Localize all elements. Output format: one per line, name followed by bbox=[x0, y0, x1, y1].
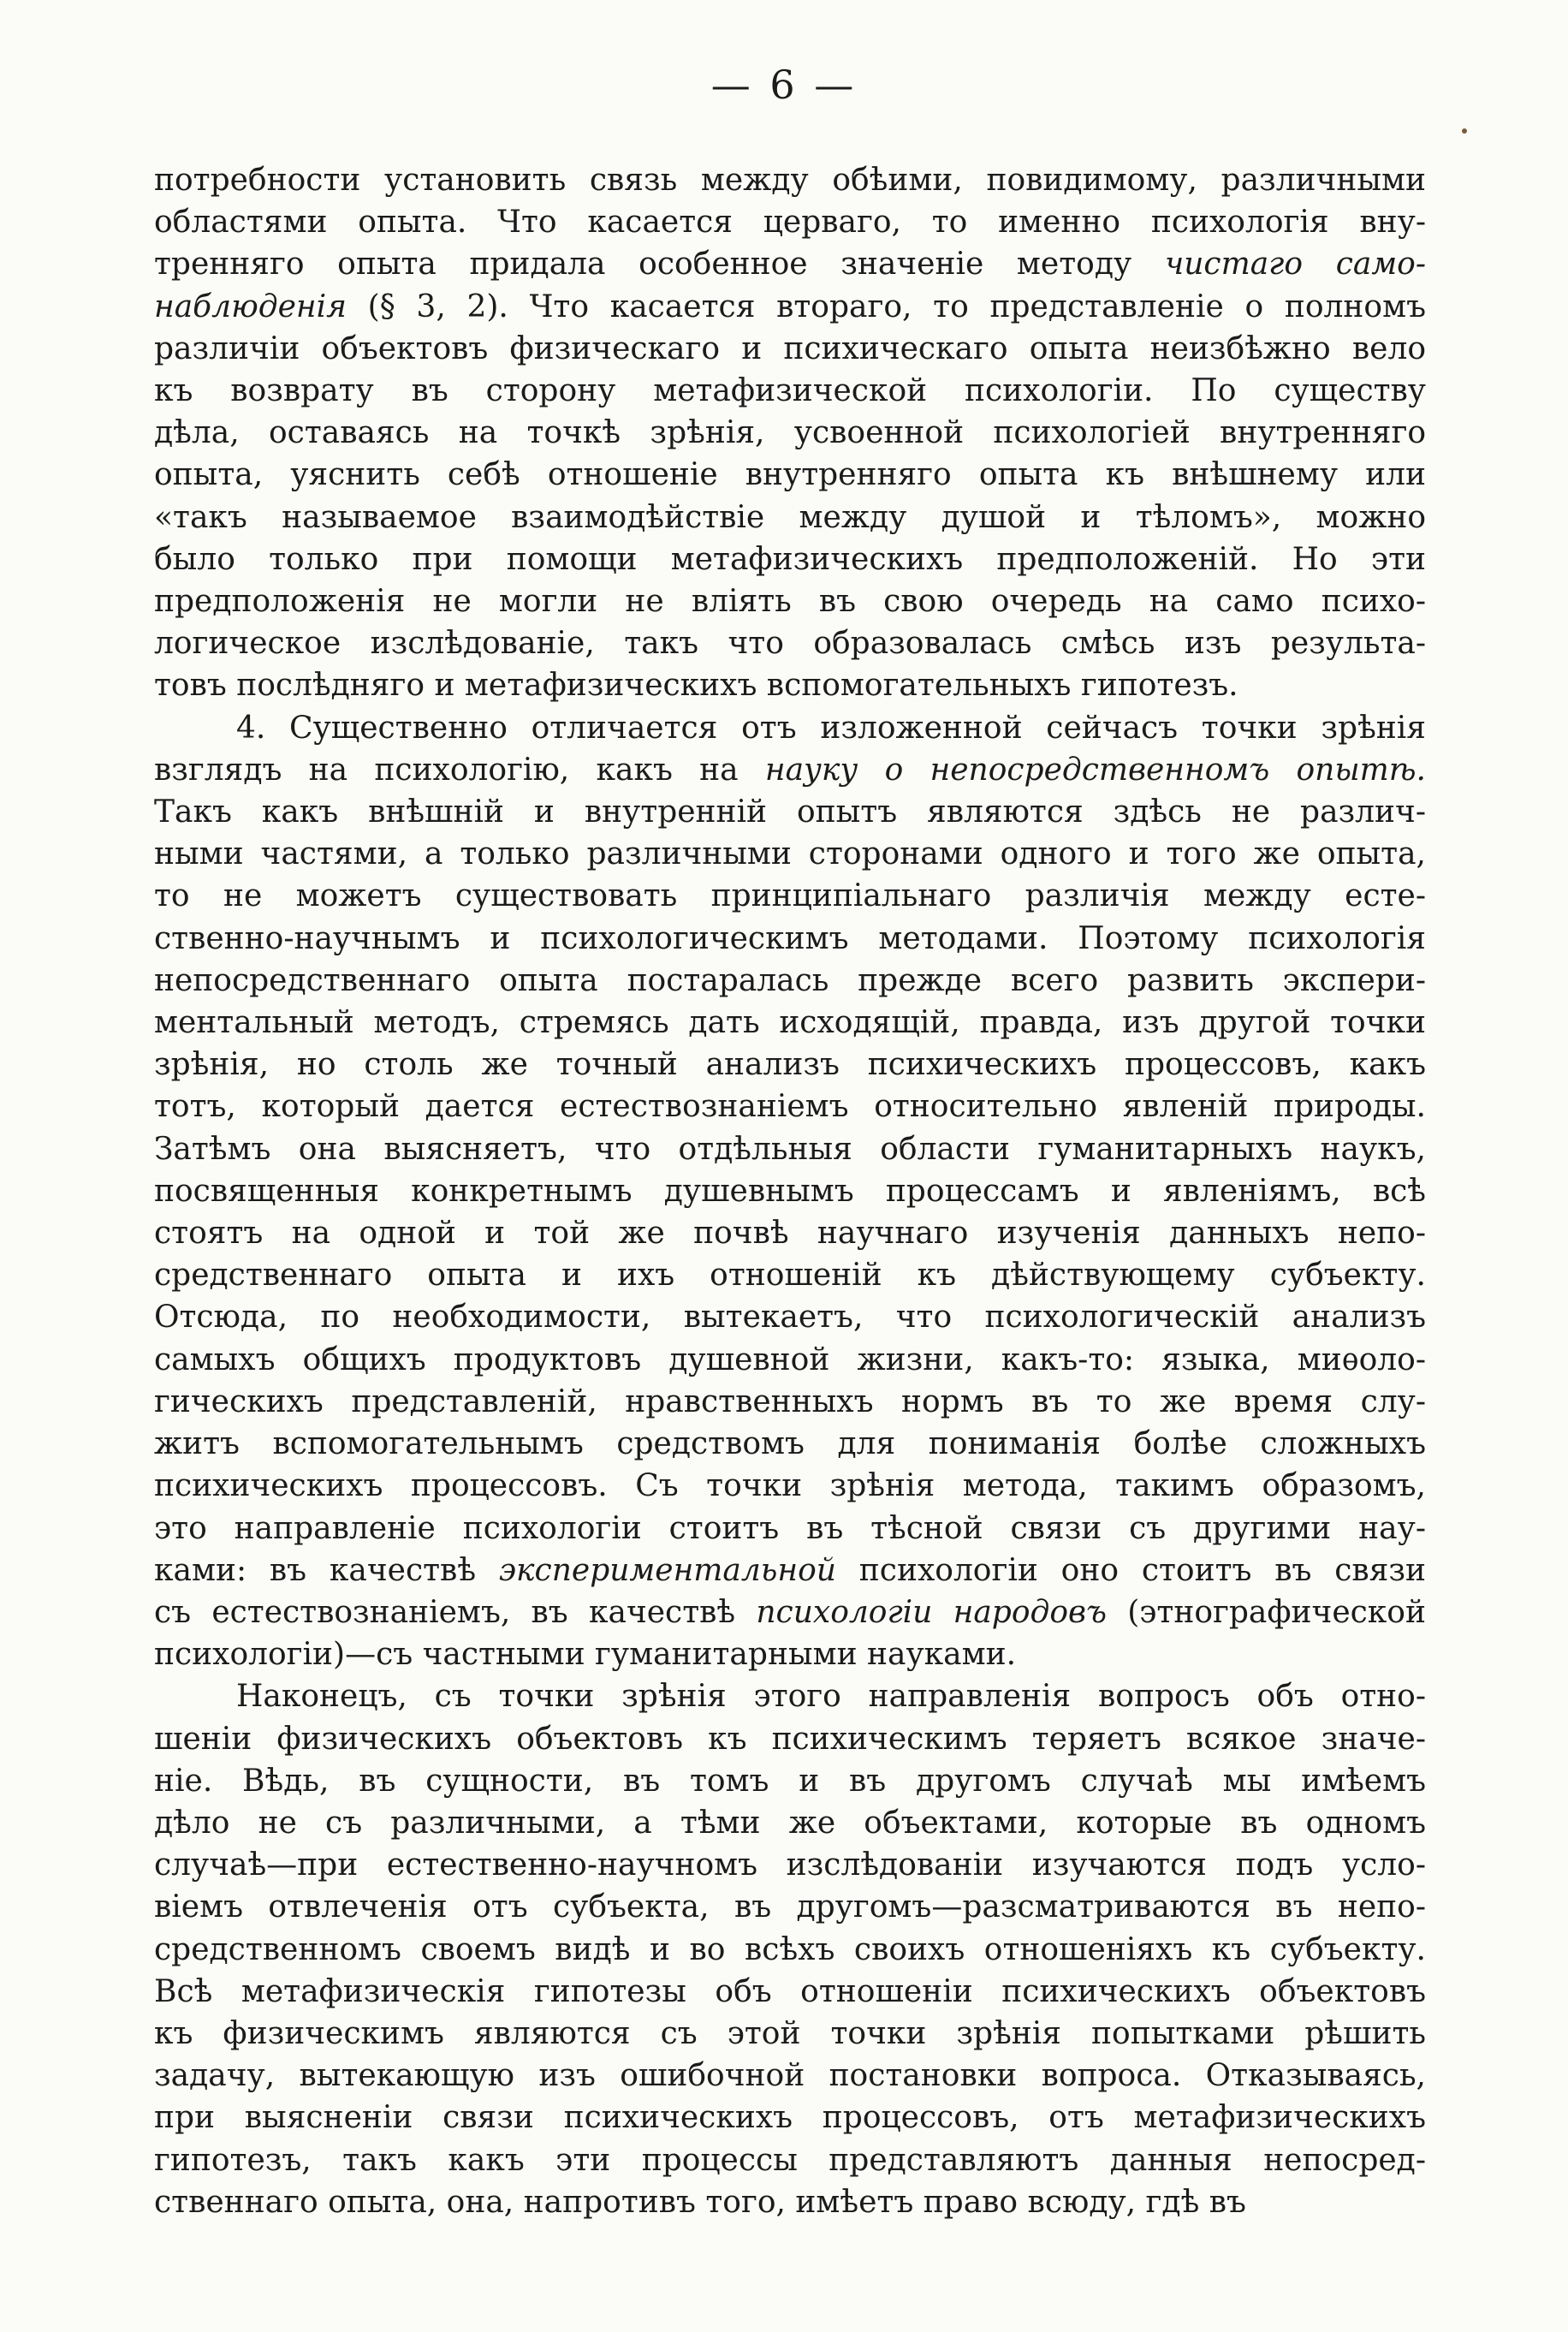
text-line bbox=[154, 2055, 1426, 2097]
text-line bbox=[154, 286, 1426, 328]
text-span: психологіи оно стоитъ въ связи bbox=[835, 1552, 1427, 1588]
text-line bbox=[154, 1339, 1426, 1381]
text-span: предположенія не могли не влiять въ свою очередь на само психо- bbox=[154, 584, 1426, 620]
text-line bbox=[154, 1802, 1426, 1844]
text-line bbox=[154, 1675, 1426, 1717]
text-span: Такъ какъ внѣшній и внутренній опытъ являются здѣсь не различ- bbox=[154, 794, 1426, 830]
text-span: Отсюда, по необходимости, вытекаетъ, что психологическій анализъ bbox=[154, 1300, 1426, 1336]
text-span: ніе. Вѣдь, въ сущности, въ томъ и въ другомъ случаѣ мы имѣемъ bbox=[154, 1763, 1426, 1799]
text-line bbox=[154, 412, 1426, 454]
text-line bbox=[154, 1508, 1426, 1550]
text-line bbox=[154, 454, 1426, 496]
text-line bbox=[154, 2097, 1426, 2139]
text-span: 4. Существенно отличается отъ изложенной сейчасъ точки зрѣнія bbox=[236, 710, 1426, 746]
text-span: тренняго опыта придала особенное значеніе методу bbox=[154, 247, 1165, 283]
paragraph bbox=[154, 159, 1426, 707]
italic-text: психологіи народовъ bbox=[756, 1594, 1107, 1630]
text-line bbox=[154, 1044, 1426, 1086]
text-line bbox=[154, 1886, 1426, 1928]
text-line bbox=[154, 1718, 1426, 1760]
text-span: непосредственнаго опыта постаралась прежде всего развить экспери- bbox=[154, 962, 1426, 998]
text-line bbox=[154, 2013, 1426, 2055]
text-line bbox=[154, 1465, 1426, 1507]
text-span: логическое изслѣдованіе, такъ что образовалась смѣсь изъ результа- bbox=[154, 626, 1426, 662]
text-line bbox=[154, 1971, 1426, 2013]
text-span: средственнаго опыта и ихъ отношеній къ дѣйствующему субъекту. bbox=[154, 1258, 1426, 1294]
italic-text: экспериментальной bbox=[498, 1552, 836, 1588]
text-line bbox=[154, 370, 1426, 412]
italic-text: наблюденія bbox=[154, 289, 347, 324]
text-line bbox=[154, 1296, 1426, 1338]
text-line bbox=[154, 580, 1426, 622]
text-line bbox=[154, 749, 1426, 791]
text-line bbox=[154, 1760, 1426, 1802]
italic-text: чистаго само- bbox=[1164, 247, 1427, 283]
text-line bbox=[154, 2181, 1426, 2223]
text-span: Всѣ метафизическія гипотезы объ отношеніи психическихъ объектовъ bbox=[154, 1973, 1426, 2009]
text-span: самыхъ общихъ продуктовъ душевной жизни, какъ-то: языка, миѳоло- bbox=[154, 1341, 1426, 1377]
text-span: (§ 3, 2). Что касается втораго, то представленіе о полномъ bbox=[346, 289, 1426, 324]
text-line bbox=[154, 1929, 1426, 1971]
text-span: ственно-научнымъ и психологическимъ методами. Поэтому психологія bbox=[154, 920, 1426, 956]
text-span: случаѣ—при естественно-научномъ изслѣдованіи изучаются подъ усло- bbox=[154, 1847, 1426, 1883]
body-text bbox=[154, 159, 1426, 2223]
text-span: съ естествознаніемъ, въ качествѣ bbox=[154, 1594, 757, 1630]
text-span: различіи объектовъ физическаго и психическаго опыта неизбѣжно вело bbox=[154, 330, 1426, 366]
text-span: при выясненіи связи психическихъ процессовъ, отъ метафизическихъ bbox=[154, 2100, 1426, 2136]
text-span: (этнографической bbox=[1106, 1594, 1426, 1630]
paragraph bbox=[154, 1675, 1426, 2223]
text-span: шеніи физическихъ объектовъ къ психическимъ теряетъ всякое значе- bbox=[154, 1721, 1426, 1757]
text-span: то не можетъ существовать принципіальнаго различія между есте- bbox=[154, 878, 1426, 914]
page-number: — 6 — bbox=[710, 62, 858, 108]
text-span: ственнаго опыта, она, напротивъ того, имѣетъ право всюду, гдѣ въ bbox=[154, 2184, 1246, 2220]
text-span: задачу, вытекающую изъ ошибочной постановки вопроса. Отказываясь, bbox=[154, 2058, 1426, 2094]
text-span: житъ вспомогательнымъ средствомъ для пониманія болѣе сложныхъ bbox=[154, 1426, 1426, 1462]
text-span: стоятъ на одной и той же почвѣ научнаго изученія данныхъ непо- bbox=[154, 1216, 1426, 1252]
text-span: опыта, уяснить себѣ отношеніе внутренняго опыта къ внѣшнему или bbox=[154, 457, 1426, 493]
text-line bbox=[154, 1844, 1426, 1886]
text-line bbox=[154, 201, 1426, 243]
text-span: «такъ называемое взаимодѣйствіе между душой и тѣломъ», можно bbox=[154, 499, 1426, 535]
text-line bbox=[154, 497, 1426, 538]
text-line bbox=[154, 159, 1426, 201]
text-span: віемъ отвлеченія отъ субъекта, въ другомъ—разсматриваются въ непо- bbox=[154, 1889, 1426, 1925]
text-line bbox=[154, 1170, 1426, 1212]
text-span: зрѣнія, но столь же точный анализъ психическихъ процессовъ, какъ bbox=[154, 1047, 1426, 1083]
paragraph bbox=[154, 707, 1426, 1676]
text-span: дѣла, оставаясь на точкѣ зрѣнія, усвоенной психологіей внутренняго bbox=[154, 415, 1426, 451]
ink-speck bbox=[1462, 128, 1467, 134]
text-span: товъ послѣдняго и метафизическихъ вспомогательныхъ гипотезъ. bbox=[154, 668, 1238, 704]
text-span: гипотезъ, такъ какъ эти процессы представляютъ данныя непосред- bbox=[154, 2142, 1426, 2178]
text-span: дѣло не съ различными, а тѣми же объектами, которые въ одномъ bbox=[154, 1805, 1426, 1841]
text-line bbox=[154, 664, 1426, 706]
text-line bbox=[154, 1633, 1426, 1675]
text-span: къ физическимъ являются съ этой точки зрѣнія попытками рѣшить bbox=[154, 2015, 1426, 2051]
text-line bbox=[154, 538, 1426, 580]
text-span: къ возврату въ сторону метафизической психологіи. По существу bbox=[154, 373, 1426, 409]
text-line bbox=[154, 2139, 1426, 2181]
text-line bbox=[154, 1212, 1426, 1254]
text-line bbox=[154, 1591, 1426, 1633]
text-line bbox=[154, 1550, 1426, 1591]
text-line bbox=[154, 1002, 1426, 1044]
text-span: потребности установить связь между обѣими, повидимому, различными bbox=[154, 163, 1426, 198]
text-span: ными частями, а только различными сторонами одного и того же опыта, bbox=[154, 836, 1426, 872]
text-span: психическихъ процессовъ. Съ точки зрѣнія метода, такимъ образомъ, bbox=[154, 1468, 1426, 1504]
text-span: Наконецъ, съ точки зрѣнія этого направленія вопросъ объ отно- bbox=[236, 1679, 1426, 1715]
text-line bbox=[154, 1086, 1426, 1127]
text-line bbox=[154, 243, 1426, 285]
text-line bbox=[154, 1254, 1426, 1296]
text-span: тотъ, который дается естествознаніемъ относительно явленій природы. bbox=[154, 1089, 1426, 1125]
text-line bbox=[154, 791, 1426, 833]
text-span: ментальный методъ, стремясь дать исходящій, правда, изъ другой точки bbox=[154, 1005, 1426, 1041]
text-span: ками: въ качествѣ bbox=[154, 1552, 499, 1588]
text-line bbox=[154, 960, 1426, 1002]
text-line bbox=[154, 707, 1426, 749]
text-line bbox=[154, 875, 1426, 917]
italic-text: науку о непосредственномъ опытѣ. bbox=[764, 752, 1426, 788]
text-line bbox=[154, 1381, 1426, 1423]
text-span: областями опыта. Что касается церваго, то именно психологія вну- bbox=[154, 205, 1426, 241]
text-line bbox=[154, 328, 1426, 370]
text-line bbox=[154, 1128, 1426, 1170]
text-span: средственномъ своемъ видѣ и во всѣхъ своихъ отношеніяхъ къ субъекту. bbox=[154, 1931, 1426, 1967]
text-span: психологіи)—съ частными гуманитарными науками. bbox=[154, 1637, 1017, 1673]
text-span: это направленіе психологіи стоитъ въ тѣсной связи съ другими нау- bbox=[154, 1510, 1426, 1546]
text-line bbox=[154, 622, 1426, 664]
text-span: взглядъ на психологію, какъ на bbox=[154, 752, 765, 788]
text-span: посвященныя конкретнымъ душевнымъ процессамъ и явленіямъ, всѣ bbox=[154, 1173, 1426, 1209]
text-line bbox=[154, 833, 1426, 875]
text-span: было только при помощи метафизическихъ предположеній. Но эти bbox=[154, 541, 1426, 577]
text-span: Затѣмъ она выясняетъ, что отдѣльныя области гуманитарныхъ наукъ, bbox=[154, 1131, 1426, 1167]
text-line bbox=[154, 918, 1426, 960]
text-line bbox=[154, 1423, 1426, 1465]
text-span: гическихъ представленій, нравственныхъ нормъ въ то же время слу- bbox=[154, 1383, 1426, 1419]
